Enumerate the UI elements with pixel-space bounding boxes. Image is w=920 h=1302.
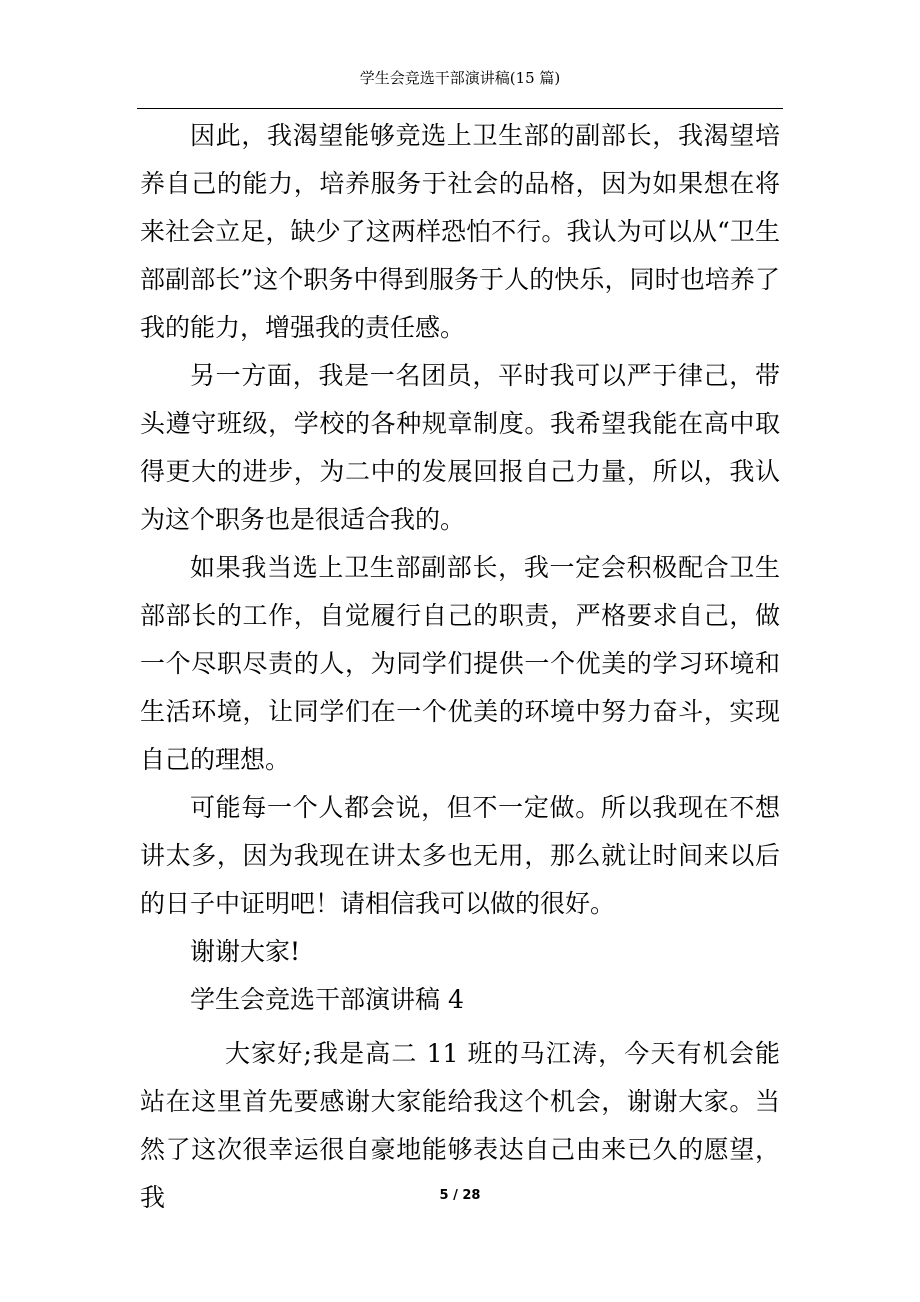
paragraph-5: 大家好;我是高二 11 班的马江涛，今天有机会能站在这里首先要感谢大家能给我这个机会，谢谢大家。当然了这次很幸运很自豪地能够表达自己由来已久的愿望，我 bbox=[140, 1039, 780, 1212]
paragraph-1: 因此，我渴望能够竞选上卫生部的副部长，我渴望培养自己的能力，培养服务于社会的品格，因为如果想在将来社会立足，缺少了这两样恐怕不行。我认为可以从“卫生部副部长”这个职务中得到服务于人的快乐，同时也培养了我的能力，增强我的责任感。 bbox=[140, 121, 780, 342]
closing-thanks: 谢谢大家! bbox=[190, 937, 301, 966]
paragraph-2: 另一方面，我是一名团员，平时我可以严于律己，带头遵守班级，学校的各种规章制度。我希望我能在高中取得更大的进步，为二中的发展回报自己力量，所以，我认为这个职务也是很适合我的。 bbox=[140, 361, 780, 534]
paragraph-4: 可能每一个人都会说，但不一定做。所以我现在不想讲太多，因为我现在讲太多也无用，那么就让时间来以后的日子中证明吧！请相信我可以做的很好。 bbox=[140, 793, 780, 918]
header-divider bbox=[137, 108, 783, 109]
paragraph-3: 如果我当选上卫生部副部长，我一定会积极配合卫生部部长的工作，自觉履行自己的职责，严格要求自己，做一个尽职尽责的人，为同学们提供一个优美的学习环境和生活环境，让同学们在一个优美的环境中努力奋斗，实现自己的理想。 bbox=[140, 553, 780, 774]
running-header: 学生会竞选干部演讲稿(15 篇) bbox=[359, 69, 561, 87]
section-heading: 学生会竞选干部演讲稿 4 bbox=[190, 985, 464, 1014]
page-number: 5 / 28 bbox=[439, 1188, 481, 1203]
